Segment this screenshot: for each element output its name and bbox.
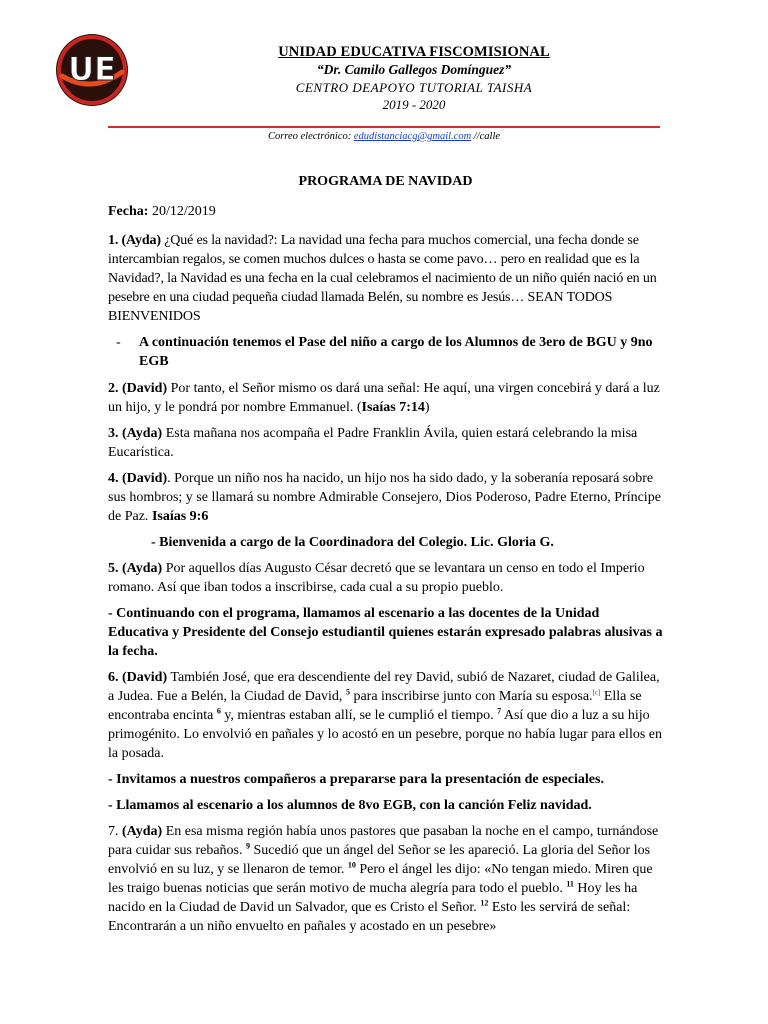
paragraph-6-speaker: 6. (David) — [108, 670, 168, 685]
email-line — [108, 131, 660, 142]
school-year: 2019 - 2020 — [382, 97, 446, 112]
verse-number-7: 7 — [497, 706, 502, 716]
paragraph-7-text-e: Esto les servirá de señal: Encontrarán a un niño envuelto en pañales y acostado en un pesebre» — [108, 900, 631, 934]
paragraph-2 — [108, 379, 663, 417]
paragraph-6-text-e: Así que dio a luz a su hijo primogénito. Lo envolvió en pañales y lo acostó en un pesebre, porque no había lugar para ellos en la posada. — [108, 708, 662, 761]
paragraph-4-speaker: 4. (David) — [108, 471, 168, 486]
date-label: Fecha: — [108, 204, 149, 219]
date-value: 20/12/2019 — [148, 204, 216, 219]
email-suffix: //calle — [471, 131, 501, 142]
paragraph-3 — [108, 424, 663, 462]
paragraph-3-text: Esta mañana nos acompaña el Padre Franklin Ávila, quien estará celebrando la misa Eucarística. — [108, 426, 638, 460]
paragraph-2-reference: Isaías 7:14 — [361, 400, 425, 415]
verse-number-9: 9 — [246, 841, 251, 851]
program-item-pase-del-nino — [108, 333, 663, 371]
program-item-welcome: - Bienvenida a cargo de la Coordinadora del Colegio. Lic. Gloria G. — [151, 535, 554, 550]
paragraph-7-number: 7. — [108, 824, 122, 839]
document-title: PROGRAMA DE NAVIDAD — [298, 174, 473, 189]
paragraph-5-text: Por aquellos días Augusto César decretó que se levantara un censo en todo el Imperio romano. Así que iban todos a inscribirse, cada cual a su propio pueblo. — [108, 561, 645, 595]
paragraph-7-text-c: Pero el ángel les dijo: «No tengan miedo. Miren que les traigo buenas noticias que serán motivo de mucha alegría para todo el pueblo. — [108, 862, 653, 896]
logo-text: UE — [68, 50, 116, 88]
paragraph-7-text-b: Sucedió que un ángel del Señor se les apareció. La gloria del Señor los envolvió en su luz, y se llenaron de temor. — [108, 843, 651, 877]
document-body — [108, 172, 663, 943]
paragraph-6 — [108, 668, 663, 763]
paragraph-2-text: Por tanto, el Señor mismo os dará una señal: He aquí, una virgen concebirá y dará a luz un hijo, y le pondrá por nombre Emmanuel. ( — [108, 381, 660, 415]
verse-number-11: 11 — [566, 879, 574, 889]
school-subtitle: “Dr. Camilo Gallegos Domínguez” — [316, 62, 512, 77]
dash-bullet: - — [116, 335, 121, 350]
program-item-text: A continuación tenemos el Pase del niño a cargo de los Alumnos de 3ero de BGU y 9no EGB — [139, 335, 653, 369]
verse-number-10: 10 — [347, 860, 356, 870]
paragraph-5 — [108, 559, 663, 597]
center-name: CENTRO DEAPOYO TUTORIAL TAISHA — [295, 80, 533, 95]
paragraph-4-text: . Porque un niño nos ha nacido, un hijo nos ha sido dado, y la soberanía reposará sobre sus hombros; y se llamará su nombre Admirable Consejero, Dios Poderoso, Padre Eterno, Príncipe de Paz. — [108, 471, 661, 524]
verse-number-6: 6 — [216, 706, 221, 716]
paragraph-6-text-c: Ella se encontraba encinta — [108, 689, 642, 723]
header-divider — [108, 126, 660, 128]
verse-number-5: 5 — [345, 687, 350, 697]
paragraph-1-text: ¿Qué es la navidad?: La navidad una fecha para muchos comercial, una fecha donde se intercambian regalos, se comen muchos dulces o hasta se come pavo… pero en realidad que es la Navidad?, la Navidad es una fecha en la cual celebramos el nacimiento de un niño quién nació en un pesebre en una ciudad pequeña ciudad llamada Belén, su nombre es Jesús… SEAN TODOS BIENVENIDOS — [108, 233, 657, 324]
paragraph-6-text-a: También José, que era descendiente del rey David, subió de Nazaret, ciudad de Galilea, a Judea. Fue a Belén, la Ciudad de David, — [108, 670, 660, 704]
paragraph-6-text-b: para inscribirse junto con María su esposa. — [349, 689, 593, 704]
paragraph-1-speaker: 1. (Ayda) — [108, 233, 161, 248]
paragraph-1 — [108, 231, 663, 326]
logo-emblem-icon — [54, 32, 130, 108]
paragraph-7-text-d: Hoy les ha nacido en la Ciudad de David un Salvador, que es Cristo el Señor. — [108, 881, 638, 915]
paragraph-4-reference: Isaías 9:6 — [151, 509, 209, 524]
paragraph-7 — [108, 822, 663, 936]
paragraph-4 — [108, 469, 663, 526]
paragraph-7-speaker: (Ayda) — [122, 824, 163, 839]
program-item-specials: - Invitamos a nuestros compañeros a prepararse para la presentación de especiales. — [108, 772, 604, 787]
paragraph-2-close: ) — [424, 400, 430, 415]
paragraph-6-text-d: y, mientras estaban allí, se le cumplió el tiempo. — [220, 708, 498, 723]
paragraph-7-text-a: En esa misma región había unos pastores que pasaban la noche en el campo, turnándose para cuidar sus rebaños. — [108, 824, 659, 858]
paragraph-3-speaker: 3. (Ayda) — [108, 426, 163, 441]
email-link[interactable]: edudistanciacg@gmail.com — [353, 131, 472, 142]
footnote-link[interactable]: [c] — [592, 688, 601, 697]
paragraph-2-speaker: 2. (David) — [108, 381, 168, 396]
program-item-song: - Llamamos al escenario a los alumnos de 8vo EGB, con la canción Feliz navidad. — [108, 798, 592, 813]
date-line — [108, 202, 663, 221]
program-item-teachers: - Continuando con el programa, llamamos al escenario a las docentes de la Unidad Educativa y Presidente del Consejo estudiantil quienes estarán expresado palabras alusivas a la fecha. — [108, 606, 663, 659]
school-name: UNIDAD EDUCATIVA FISCOMISIONAL — [278, 44, 550, 60]
paragraph-5-speaker: 5. (Ayda) — [108, 561, 163, 576]
verse-number-12: 12 — [480, 898, 489, 908]
school-logo — [54, 32, 130, 108]
email-label: Correo electrónico: — [267, 131, 354, 142]
